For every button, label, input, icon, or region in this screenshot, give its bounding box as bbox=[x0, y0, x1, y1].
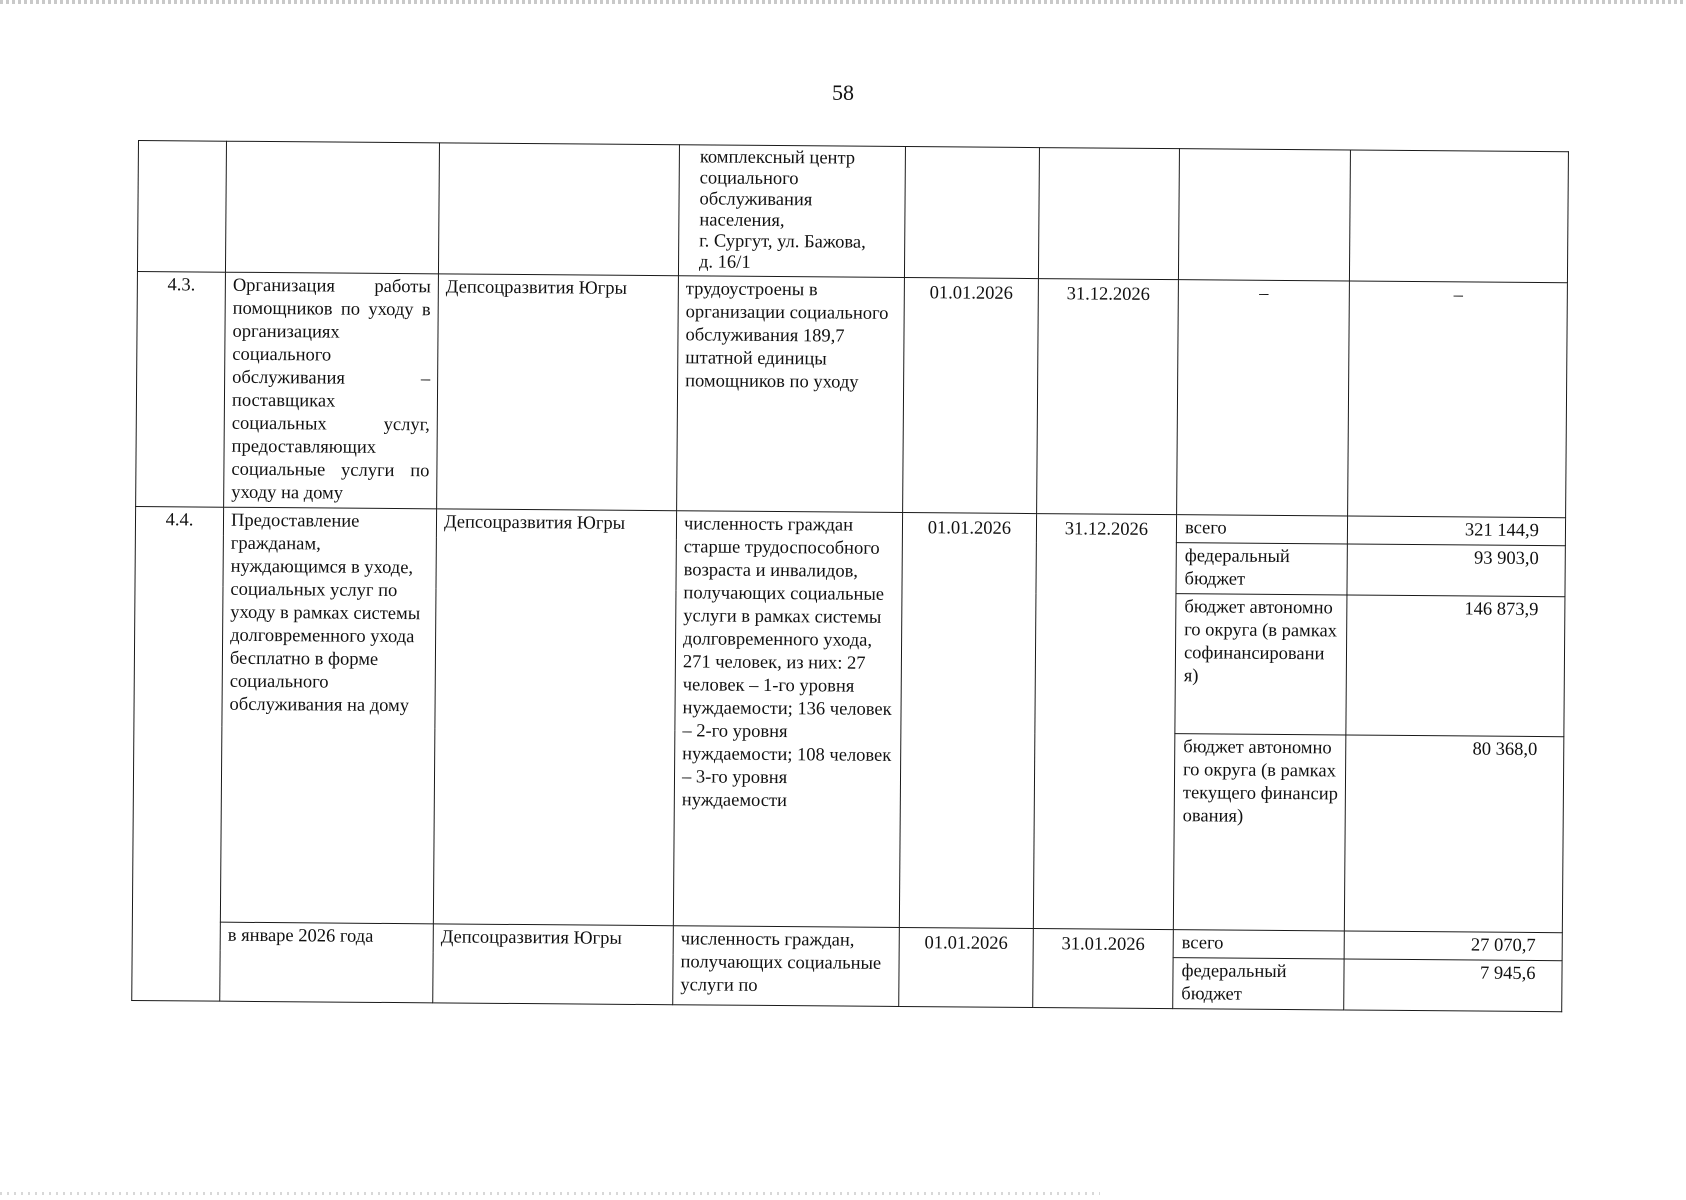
cell-num: 4.4. bbox=[132, 506, 224, 1001]
cell-funding-source: бюджет автономного округа (в рамках текущего финансирования) bbox=[1173, 734, 1346, 931]
cell-name: в январе 2026 года bbox=[220, 922, 434, 1003]
cell-funding-source: всего bbox=[1176, 515, 1347, 544]
cell-name bbox=[225, 141, 439, 274]
cell-num bbox=[137, 141, 226, 273]
table-row-continuation bbox=[137, 141, 1568, 283]
cell-funding-amount: 321 144,9 bbox=[1347, 516, 1565, 546]
cell-end-date: 31.12.2026 bbox=[1037, 279, 1179, 515]
result-line: населения, bbox=[699, 210, 785, 232]
cell-funding-source: всего bbox=[1173, 930, 1344, 959]
cell-end-date: 31.01.2026 bbox=[1033, 929, 1174, 1009]
cell-funding-source: бюджет автономного округа (в рамках софинансирования) bbox=[1175, 594, 1347, 735]
result-line: социального bbox=[699, 168, 799, 190]
cell-executor: Депсоцразвития Югры bbox=[433, 924, 674, 1005]
cell-result bbox=[678, 145, 905, 278]
cell-amount: – bbox=[1348, 281, 1568, 518]
cell-end bbox=[1038, 148, 1179, 280]
table-row-4-3 bbox=[136, 271, 1568, 517]
activities-table bbox=[131, 140, 1569, 1012]
cell-executor bbox=[438, 143, 679, 276]
cell-funding-amount: 7 945,6 bbox=[1344, 959, 1562, 1012]
cell-funding-amount: 93 903,0 bbox=[1347, 544, 1565, 597]
cell-start-date: 01.01.2026 bbox=[899, 513, 1036, 929]
cell-executor: Депсоцразвития Югры bbox=[437, 274, 679, 511]
cell-name: Предоставление гражданам, нуждающимся в уходе, социальных услуг по уходу в рамках системы долговременного ухода бесплатно в форме социального обслуживания на дому bbox=[220, 507, 436, 924]
cell-amount bbox=[1349, 150, 1568, 283]
cell-source bbox=[1178, 149, 1350, 281]
cell-result: трудоустроены в организации социального обслуживания 189,7 штатной единицы помощников по уходу bbox=[677, 276, 905, 513]
result-line: д. 16/1 bbox=[698, 252, 751, 273]
cell-end-date: 31.12.2026 bbox=[1033, 514, 1176, 930]
cell-start-date: 01.01.2026 bbox=[899, 928, 1034, 1008]
cell-start bbox=[904, 147, 1039, 279]
cell-source: – bbox=[1177, 280, 1350, 516]
cell-result: численность граждан, получающих социальные услуги по bbox=[673, 926, 900, 1007]
scan-edge-top bbox=[0, 0, 1686, 4]
cell-num: 4.3. bbox=[136, 271, 226, 507]
cell-result: численность граждан старше трудоспособного возраста и инвалидов, получающих социальные услуги в рамках системы долговременного ухода, 271 человек, из них: 27 человек – 1-го уровня нуждаемости; 136 человек – 2-го уровня нуждаемости; 108 человек – 3-го уровня нуждаемости bbox=[673, 511, 902, 928]
result-line: комплексный центр bbox=[699, 147, 856, 169]
cell-name: Организация работы помощников по уходу в организациях социального обслуживания – поставщиках социальных услуг, предоставляющих социальные услуги по уходу на дому bbox=[224, 272, 439, 509]
cell-funding-source: федеральный бюджет bbox=[1176, 543, 1347, 595]
scan-edge-bottom bbox=[0, 1192, 1100, 1195]
result-line: обслуживания bbox=[699, 189, 813, 211]
cell-funding-amount: 27 070,7 bbox=[1344, 931, 1562, 961]
cell-start-date: 01.01.2026 bbox=[903, 278, 1039, 514]
page-number: 58 bbox=[832, 80, 854, 105]
result-line: г. Сургут, ул. Бажова, bbox=[699, 231, 866, 253]
cell-executor: Депсоцразвития Югры bbox=[433, 509, 676, 926]
cell-funding-amount: 146 873,9 bbox=[1346, 595, 1565, 737]
cell-funding-source: федеральный бюджет bbox=[1173, 958, 1344, 1010]
document-page bbox=[131, 140, 1568, 1021]
cell-funding-amount: 80 368,0 bbox=[1344, 735, 1564, 933]
